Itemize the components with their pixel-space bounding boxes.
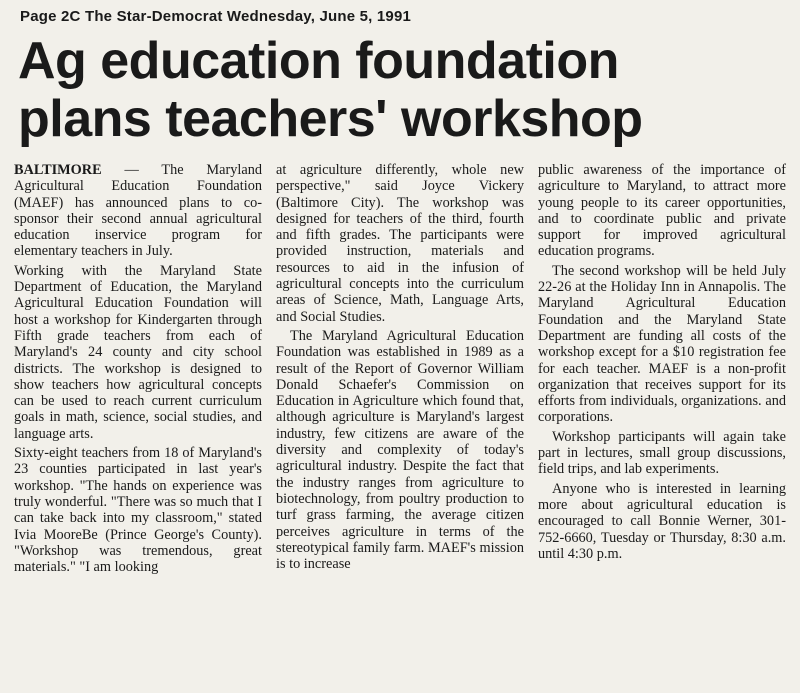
paragraph: Workshop participants will again take part in lectures, small group discussions, field trips, and lab experiments. — [538, 428, 786, 478]
article-column-2 — [276, 162, 524, 578]
paragraph: at agriculture differently, whole new perspective," said Joyce Vickery (Baltimore City). The workshop was designed for teachers of the third, fourth and fifth grades. The participants were provided instruction, materials and resources to aid in the infusion of agricultural concepts into the curriculum areas of Science, Math, Language Arts, and Social Studies. — [276, 162, 524, 325]
headline-line-1: Ag education foundation — [18, 32, 619, 90]
article-column-1 — [14, 162, 262, 578]
paragraph: The Maryland Agricultural Education Foundation was established in 1989 as a result of the Report of Governor William Donald Schaefer's Commission on Education in Agriculture which found that, although agriculture is Maryland's largest industry, few citizens are aware of the diversity and complexity of today's agricultural industry. Despite the fact that the industry ranges from agriculture to biotechnology, from poultry production to turf grass farming, the average citizen perceives agriculture in terms of the stereotypical family farm. MAEF's mission is to increase — [276, 327, 524, 573]
headline-line-2: plans teachers' workshop — [18, 90, 643, 148]
article-body — [14, 162, 786, 578]
paragraph: Sixty-eight teachers from 18 of Maryland's 23 counties participated in last year's workshop. "The hands on experience was truly wonderful. "There was so much that I can take back into my classroom," stated Ivia MooreBe (Prince George's County). "Workshop was tremendous, great materials." "I am looking — [14, 445, 262, 576]
article-column-3 — [538, 162, 786, 578]
paragraph: The second workshop will be held July 22-26 at the Holiday Inn in Annapolis. The Maryland Agricultural Education Foundation and the Maryland State Department are funding all costs of the workshop except for a $10 registration fee for each teacher. MAEF is a non-profit organization that receives support for its efforts from individuals, organizations. and corporations. — [538, 262, 786, 426]
paragraph: Anyone who is interested in learning more about agricultural education is encouraged to call Bonnie Werner, 301-752-6660, Tuesday or Thursday, 8:30 a.m. until 4:30 p.m. — [538, 480, 786, 562]
page-dateline: Page 2C The Star-Democrat Wednesday, June 5, 1991 — [20, 8, 412, 25]
paragraph-text: — The Maryland Agricultural Education Foundation (MAEF) has announced plans to co-sponsor their second annual agricultural education inservice program for elementary teachers in July. — [14, 162, 262, 260]
paragraph — [14, 162, 262, 260]
paragraph: public awareness of the importance of agriculture to Maryland, to attract more young people to its career opportunities, and to coordinate public and private support for improved agricultural education programs. — [538, 162, 786, 260]
article-headline — [18, 32, 786, 148]
dateline-city: BALTIMORE — [14, 162, 102, 178]
paragraph: Working with the Maryland State Department of Education, the Maryland Agricultural Education Foundation will host a workshop for Kindergarten through Fifth grade teachers from each of Maryland's 24 county and city school districts. The workshop is designed to show teachers how agricultural concepts can be used to reach current curriculum goals in math, science, social studies, and language arts. — [14, 262, 262, 442]
